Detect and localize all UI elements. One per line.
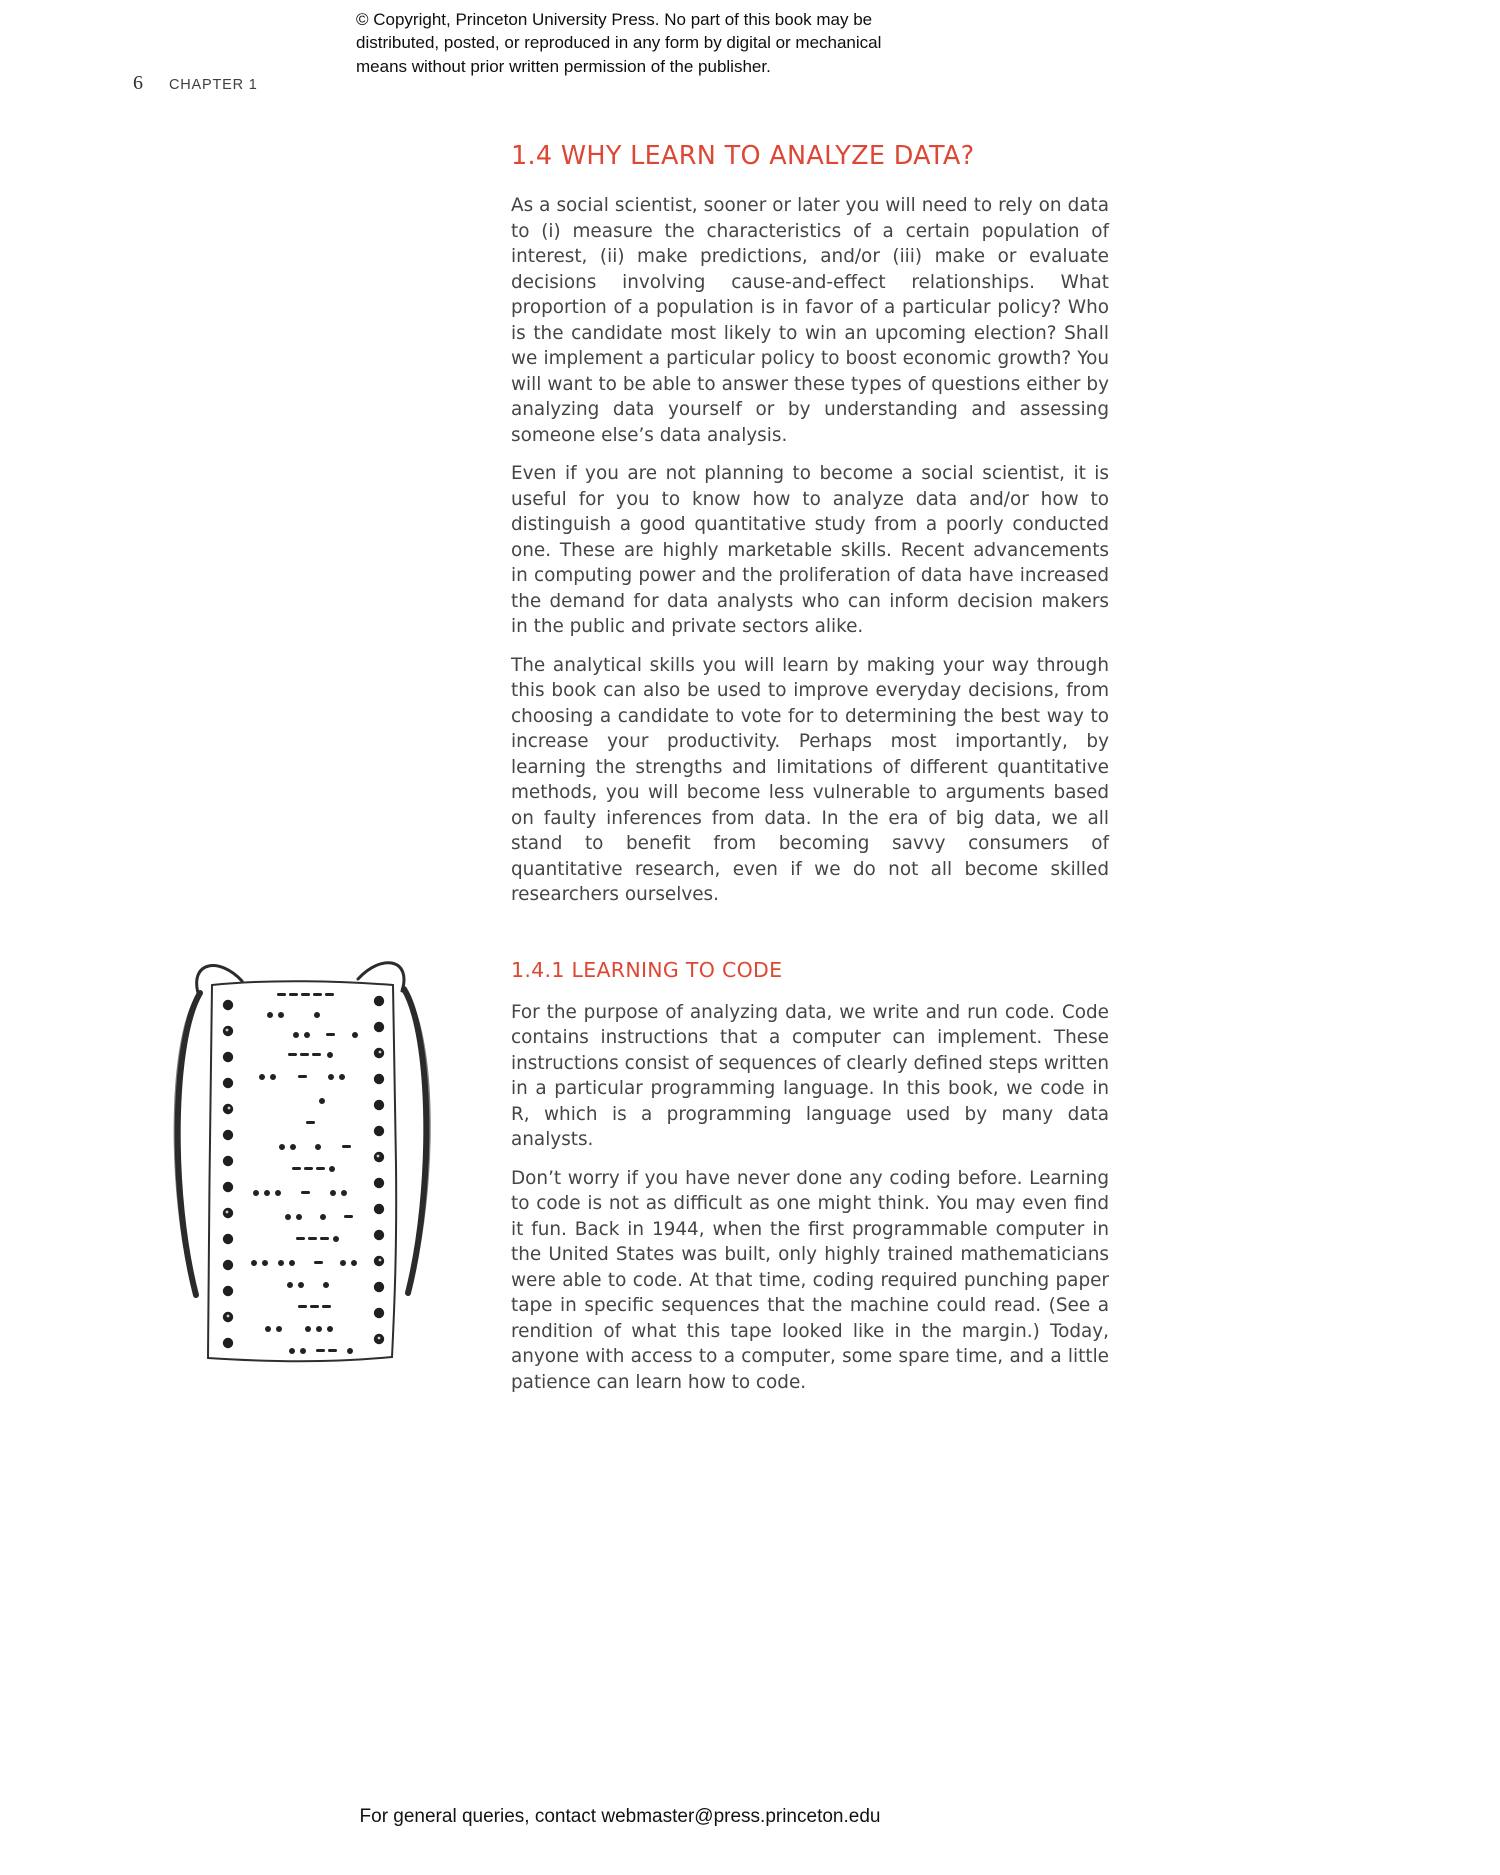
punched-tape-illustration: [150, 955, 450, 1385]
copyright-notice: [356, 8, 916, 78]
page-number: 6: [133, 72, 143, 94]
section-heading: 1.4 WHY LEARN TO ANALYZE DATA?: [511, 141, 975, 171]
paragraph: Even if you are not planning to become a social scientist, it is useful for you to know how to analyze data and/or how to distinguish a good quantitative study from a poorly conducted one. These are highly marketable skills. Recent advancements in computing power and the proliferation of data have increased the demand for data analysts who can inform decision makers in the public and private sectors alike.: [511, 463, 1109, 637]
copyright-line: means without prior written permission of the publisher.: [356, 56, 771, 76]
copyright-line: distributed, posted, or reproduced in any form by digital or mechanical: [356, 33, 882, 53]
main-text-column: [511, 141, 1109, 1408]
paragraph: For the purpose of analyzing data, we write and run code. Code contains instructions that a computer can implement. These instructions consist of sequences of clearly defined steps written in a particular programming language. In this book, we code in R, which is a programming language used by many data analysts.: [511, 1001, 1109, 1150]
paragraph: Don’t worry if you have never done any coding before. Learning to code is not as difficult as one might think. You may even find it fun. Back in 1944, when the first programmable computer in the United States was built, only highly trained mathematicians were able to code. At that time, coding required punching paper tape in specific sequences that the machine could read. (See a rendition of what this tape looked like in the margin.) Today, anyone with access to a computer, some spare time, and a little patience can learn how to code.: [511, 1167, 1109, 1393]
chapter-label: CHAPTER 1: [169, 77, 258, 93]
paragraph: The analytical skills you will learn by making your way through this book can also be used to improve everyday decisions, from choosing a candidate to vote for to determining the best way to increase your productivity. Perhaps most importantly, by learning the strengths and limitations of different quantitative methods, you will become less vulnerable to arguments based on faulty inferences from data. In the era of big data, we all stand to benefit from becoming savvy consumers of quantitative research, even if we do not all become skilled researchers ourselves.: [511, 654, 1109, 905]
footer-contact-line: For general queries, contact webmaster@press.princeton.edu: [359, 1806, 881, 1827]
paragraph: As a social scientist, sooner or later you will need to rely on data to (i) measure the characteristics of a certain population of interest, (ii) make predictions, and/or (iii) make or evaluate decisions involving cause-and-effect relationships. What proportion of a population is in favor of a particular policy? Who is the candidate most likely to win an upcoming election? Shall we implement a particular policy to boost economic growth? You will want to be able to answer these types of questions either by analyzing data yourself or by understanding and assessing someone else’s data analysis.: [511, 195, 1109, 446]
punched-tape-svg: [150, 955, 450, 1385]
subsection-heading: 1.4.1 LEARNING TO CODE: [511, 957, 783, 982]
copyright-line: © Copyright, Princeton University Press. No part of this book may be: [356, 10, 873, 29]
running-head: [133, 72, 258, 95]
